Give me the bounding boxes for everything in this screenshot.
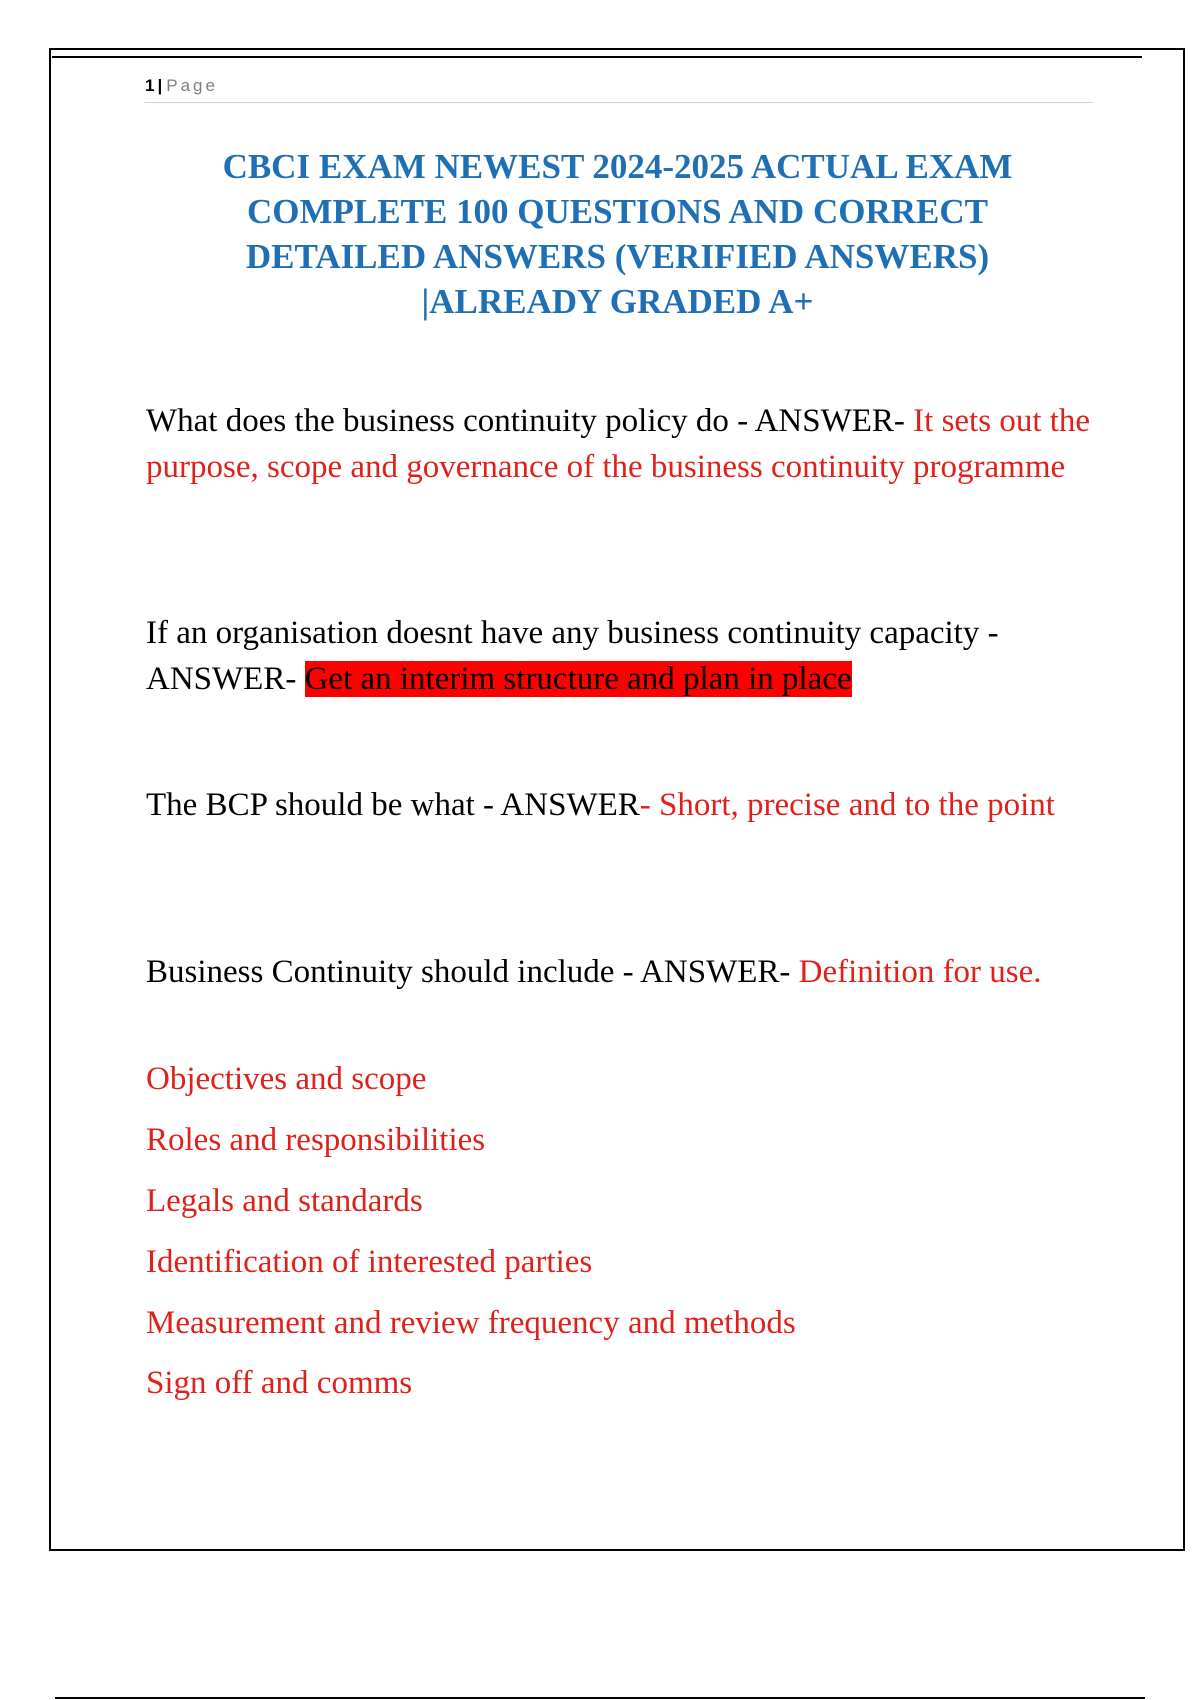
answer-text: Definition for use. <box>798 954 1042 990</box>
qa-item-4 <box>146 949 1096 995</box>
document-title: CBCI EXAM NEWEST 2024-2025 ACTUAL EXAM COMPLETE 100 QUESTIONS AND CORRECT DETAILED ANSWERS (VERIFIED ANSWERS) |ALREADY GRADED A+ <box>222 147 1013 321</box>
qa-item-2 <box>146 610 1096 702</box>
page-number: 1 <box>145 76 155 95</box>
question-text: What does the business continuity policy do - ANSWER- <box>146 403 914 439</box>
page-header <box>145 72 1093 103</box>
question-text: The BCP should be what - ANSWER <box>146 787 640 823</box>
question-text: Business Continuity should include - ANSWER- <box>146 954 799 990</box>
page-word: Page <box>166 76 218 95</box>
qa-item-3 <box>146 782 1096 828</box>
question-text: If an organisation doesnt have any business continuity capacity - ANSWER- <box>146 615 999 697</box>
answer-highlighted-text: Get an interim structure and plan in place <box>304 661 852 697</box>
answer-list-item: Objectives and scope <box>146 1061 427 1097</box>
answer-list-item: Measurement and review frequency and methods <box>146 1305 796 1341</box>
qa-item-1 <box>146 398 1096 490</box>
bottom-rule <box>55 1697 1145 1699</box>
answer-list-item: Roles and responsibilities <box>146 1122 486 1158</box>
answer-text: It sets out the purpose, scope and governance of the business continuity programme <box>146 403 1091 485</box>
answer-text: - Short, precise and to the point <box>639 787 1055 823</box>
page-separator: | <box>157 76 163 95</box>
answer-list-item: Sign off and comms <box>146 1365 413 1401</box>
answer-list-item: Identification of interested parties <box>146 1244 593 1280</box>
answer-list-item: Legals and standards <box>146 1183 423 1219</box>
